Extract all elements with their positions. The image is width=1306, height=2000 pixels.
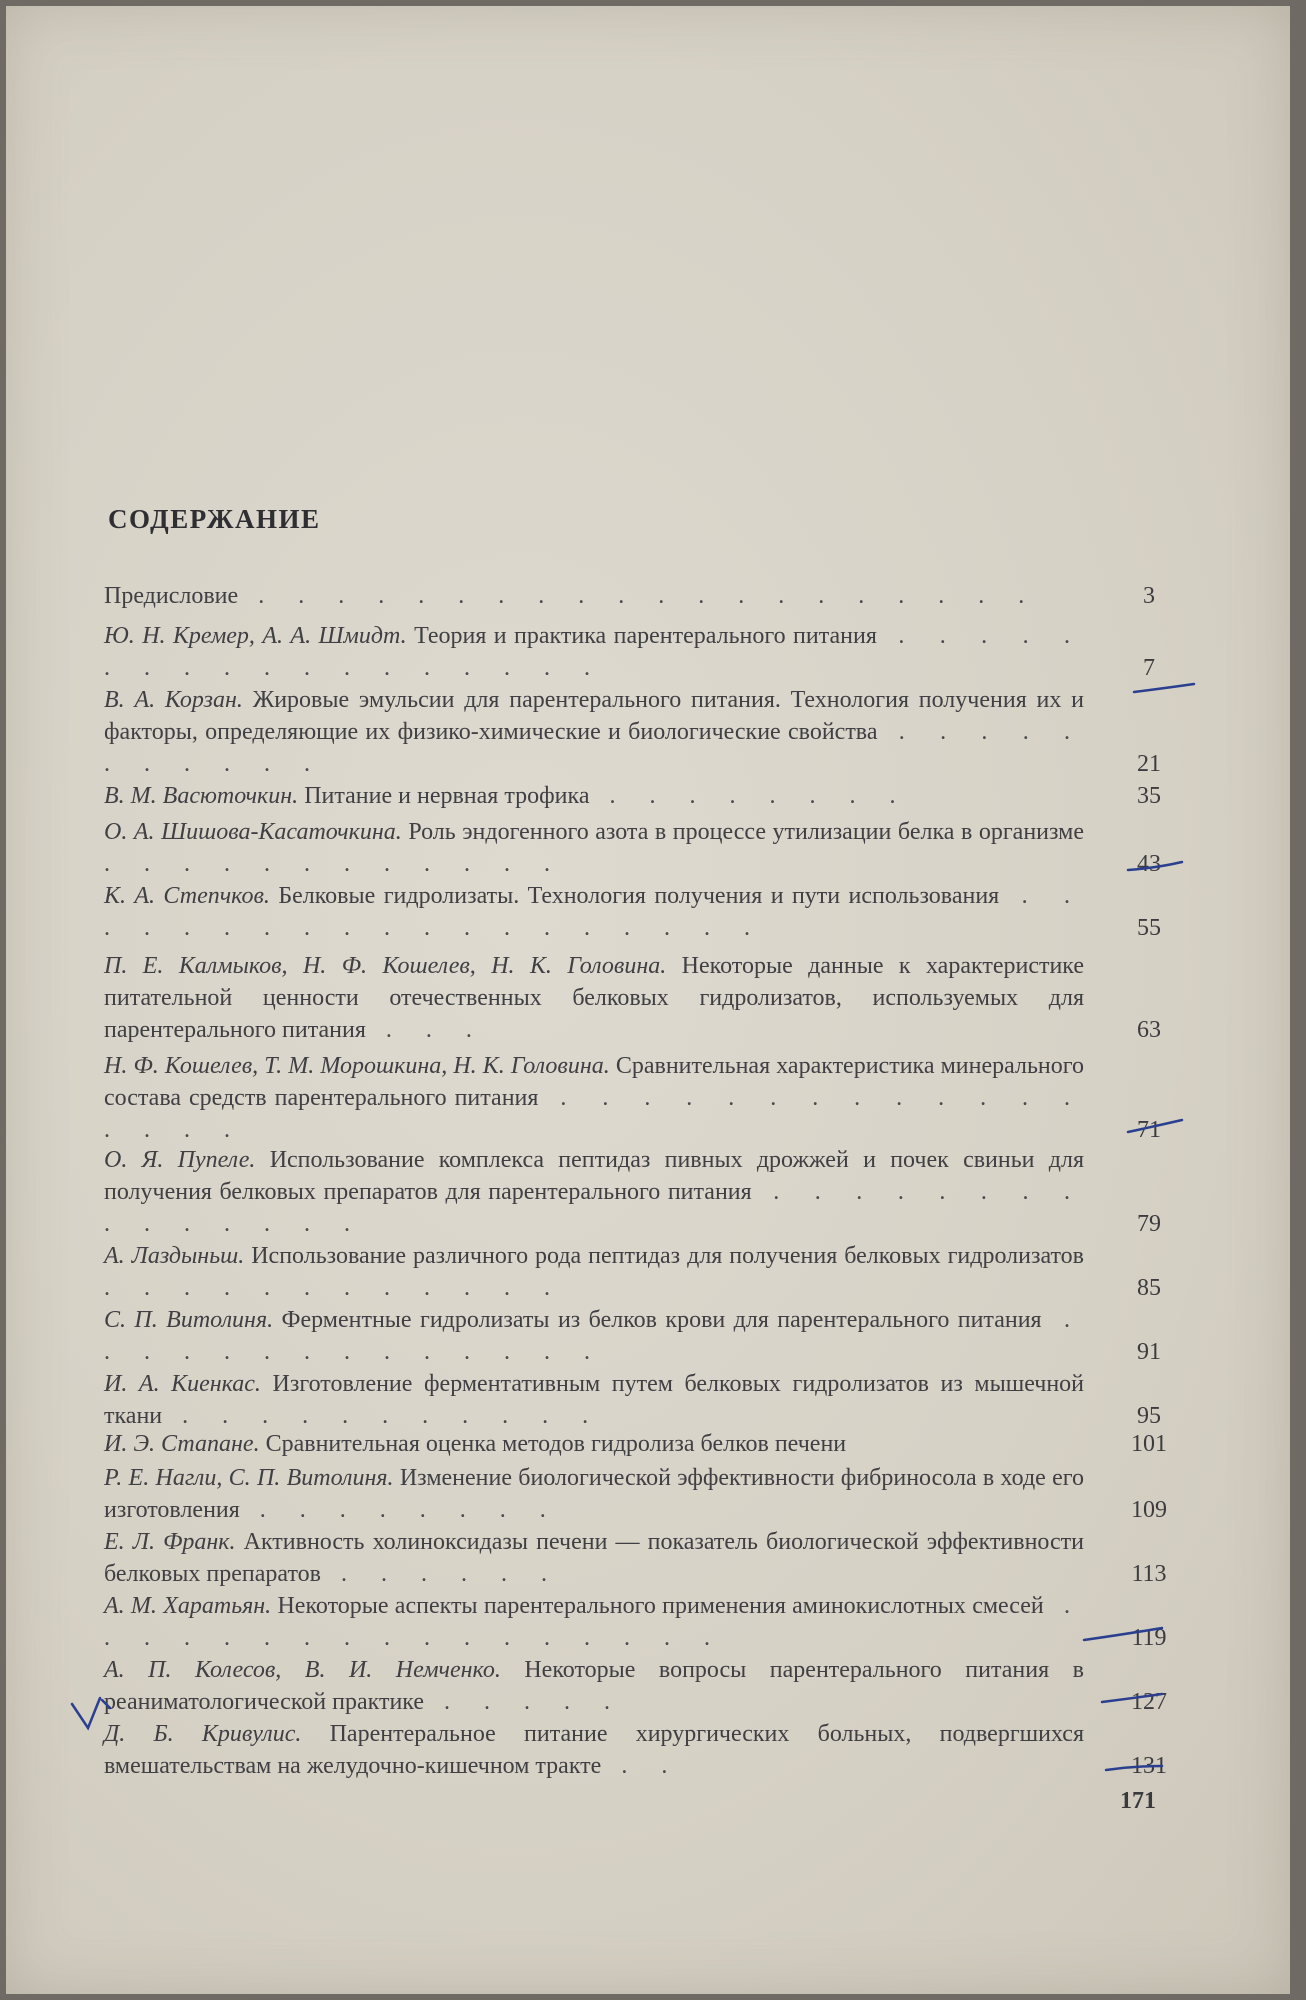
- entry-authors: А. Лаздыньш.: [104, 1243, 245, 1269]
- entry-title: Жировые эмульсии для парентерального питания. Технология получения их и факторы, определяющие их физико-химические и биологические свойства: [104, 687, 1085, 745]
- toc-entry: Р. Е. Нагли, С. П. Витолиня. Изменение биологической эффективности фибриносола в ходе его изготовления . . . . . . . . 109: [104, 1462, 1194, 1526]
- entry-title: Некоторые данные к характеристике питательной ценности отечественных белковых гидролизатов, используемых для парентерального питания: [104, 953, 1085, 1043]
- entry-title: Некоторые аспекты парентерального применения аминокислотных смесей: [277, 1593, 1044, 1619]
- toc-entry: К. А. Степчков. Белковые гидролизаты. Технология получения и пути использования . . . . . . . . . . . . . . . . . . . 55: [104, 880, 1194, 944]
- entry-authors: И. А. Киенкас.: [104, 1371, 261, 1397]
- entry-authors: А. М. Харатьян.: [104, 1593, 272, 1619]
- toc-entry: В. А. Корзан. Жировые эмульсии для парентерального питания. Технология получения их и факторы, определяющие их физико-химические и биологические свойства . . . . . . . . . . . 21: [104, 684, 1194, 780]
- entry-authors: Д. Б. Кривулис.: [104, 1721, 302, 1747]
- entry-authors: С. П. Витолиня.: [104, 1307, 274, 1333]
- entry-authors: К. А. Степчков.: [104, 883, 270, 909]
- entry-title: Предисловие: [104, 583, 239, 609]
- entry-page: 35: [1137, 783, 1161, 809]
- entry-title: Ферментные гидролизаты из белков крови для парентерального питания: [281, 1307, 1042, 1333]
- entry-page: 55: [1137, 915, 1161, 941]
- entry-authors: Н. Ф. Кошелев, Т. М. Морошкина, Н. К. Головина.: [104, 1053, 610, 1079]
- entry-authors: А. П. Колесов, В. И. Немченко.: [104, 1657, 501, 1683]
- toc-heading: СОДЕРЖАНИЕ: [108, 504, 321, 534]
- entry-title: Некоторые вопросы парентерального питания в реаниматологической практике: [104, 1657, 1084, 1715]
- entry-authors: Ю. Н. Кремер, А. А. Шмидт.: [104, 623, 407, 649]
- toc-entry: И. А. Киенкас. Изготовление ферментативным путем белковых гидролизатов из мышечной ткани . . . . . . . . . . . 95: [104, 1368, 1194, 1432]
- toc-entry: О. А. Шишова-Касаточкина. Роль эндогенного азота в процессе утилизации белка в организме . . . . . . . . . . . . 43: [104, 816, 1194, 880]
- toc-entry: Н. Ф. Кошелев, Т. М. Морошкина, Н. К. Головина. Сравнительная характеристика минерального состава средств парентерального питания . . . . . . . . . . . . . . . . . 71: [104, 1050, 1194, 1146]
- book-page: [6, 6, 1290, 1994]
- entry-page: 101: [1131, 1431, 1167, 1457]
- entry-authors: О. Я. Пупеле.: [104, 1147, 256, 1173]
- entry-page: 21: [1137, 751, 1161, 777]
- entry-title: Изготовление ферментативным путем белковых гидролизатов из мышечной ткани: [104, 1371, 1085, 1429]
- entry-authors: В. М. Васюточкин.: [104, 783, 299, 809]
- entry-title: Питание и нервная трофика: [304, 783, 590, 809]
- entry-page: 43: [1137, 851, 1161, 877]
- entry-page: 109: [1131, 1497, 1167, 1523]
- entry-authors: Р. Е. Нагли, С. П. Витолиня.: [104, 1465, 394, 1491]
- entry-authors: О. А. Шишова-Касаточкина.: [104, 819, 402, 845]
- entry-authors: В. А. Корзан.: [104, 687, 243, 713]
- entry-title: Использование различного рода пептидаз для получения белковых гидролизатов: [251, 1243, 1084, 1269]
- toc-entry: Е. Л. Франк. Активность холиноксидазы печени — показатель биологической эффективности белковых препаратов . . . . . . 113: [104, 1526, 1194, 1590]
- toc-entry: А. Лаздыньш. Использование различного рода пептидаз для получения белковых гидролизатов . . . . . . . . . . . . 85: [104, 1240, 1194, 1304]
- entry-page: 71: [1137, 1117, 1161, 1143]
- entry-title: Сравнительная оценка методов гидролиза белков печени: [265, 1431, 847, 1457]
- entry-page: 113: [1131, 1561, 1167, 1587]
- entry-title: Использование комплекса пептидаз пивных дрожжей и почек свиньи для получения белковых препаратов для парентерального питания: [104, 1147, 1085, 1205]
- entry-page: 91: [1137, 1339, 1161, 1365]
- entry-title: Теория и практика парентерального питания: [414, 623, 877, 649]
- entry-title: Активность холиноксидазы печени — показатель биологической эффективности белковых препаратов: [104, 1529, 1085, 1587]
- entry-authors: Е. Л. Франк.: [104, 1529, 236, 1555]
- toc-entry: Предисловие . . . . . . . . . . . . . . . . . . . . 3: [104, 580, 1194, 612]
- entry-title: Сравнительная характеристика минерального состава средств парентерального питания: [104, 1053, 1084, 1111]
- toc-entry: Д. Б. Кривулис. Парентеральное питание хирургических больных, подвергшихся вмешательствам на желудочно-кишечном тракте . . 131: [104, 1718, 1194, 1782]
- entry-page: 79: [1137, 1211, 1161, 1237]
- entry-title: Изменение биологической эффективности фибриносола в ходе его изготовления: [104, 1465, 1085, 1523]
- entry-authors: И. Э. Стапане.: [104, 1431, 260, 1457]
- entry-page: 131: [1131, 1753, 1167, 1779]
- entry-page: 63: [1137, 1017, 1161, 1043]
- entry-page: 85: [1137, 1275, 1161, 1301]
- toc-entry: О. Я. Пупеле. Использование комплекса пептидаз пивных дрожжей и почек свиньи для получения белковых препаратов для парентерального питания . . . . . . . . . . . . . . . 79: [104, 1144, 1194, 1240]
- toc-entry: П. Е. Калмыков, Н. Ф. Кошелев, Н. К. Головина. Некоторые данные к характеристике питательной ценности отечественных белковых гидролизатов, используемых для парентерального питания . . . 63: [104, 950, 1194, 1046]
- toc-entry: А. П. Колесов, В. И. Немченко. Некоторые вопросы парентерального питания в реаниматологической практике . . . . . 127: [104, 1654, 1194, 1718]
- page-number: 171: [1120, 1788, 1156, 1814]
- toc-entry: А. М. Харатьян. Некоторые аспекты парентерального применения аминокислотных смесей . . . . . . . . . . . . . . . . . 119: [104, 1590, 1194, 1654]
- entry-title: Парентеральное питание хирургических больных, подвергшихся вмешательствам на желудочно-кишечном тракте: [104, 1721, 1085, 1779]
- entry-page: 7: [1143, 655, 1155, 681]
- toc-entry: С. П. Витолиня. Ферментные гидролизаты из белков крови для парентерального питания . . . . . . . . . . . . . . 91: [104, 1304, 1194, 1368]
- entry-authors: П. Е. Калмыков, Н. Ф. Кошелев, Н. К. Головина.: [104, 953, 667, 979]
- entry-page: 127: [1131, 1689, 1167, 1715]
- toc-entry: В. М. Васюточкин. Питание и нервная трофика . . . . . . . . 35: [104, 780, 1194, 812]
- entry-page: 3: [1143, 583, 1155, 609]
- entry-title: Роль эндогенного азота в процессе утилизации белка в организме: [408, 819, 1084, 845]
- entry-page: 95: [1137, 1403, 1161, 1429]
- entry-title: Белковые гидролизаты. Технология получения и пути использования: [278, 883, 1000, 909]
- toc-entry: Ю. Н. Кремер, А. А. Шмидт. Теория и практика парентерального питания . . . . . . . . . . . . . . . . . . 7: [104, 620, 1194, 684]
- toc-entry: [104, 1428, 1194, 1460]
- entry-page: 119: [1131, 1625, 1167, 1651]
